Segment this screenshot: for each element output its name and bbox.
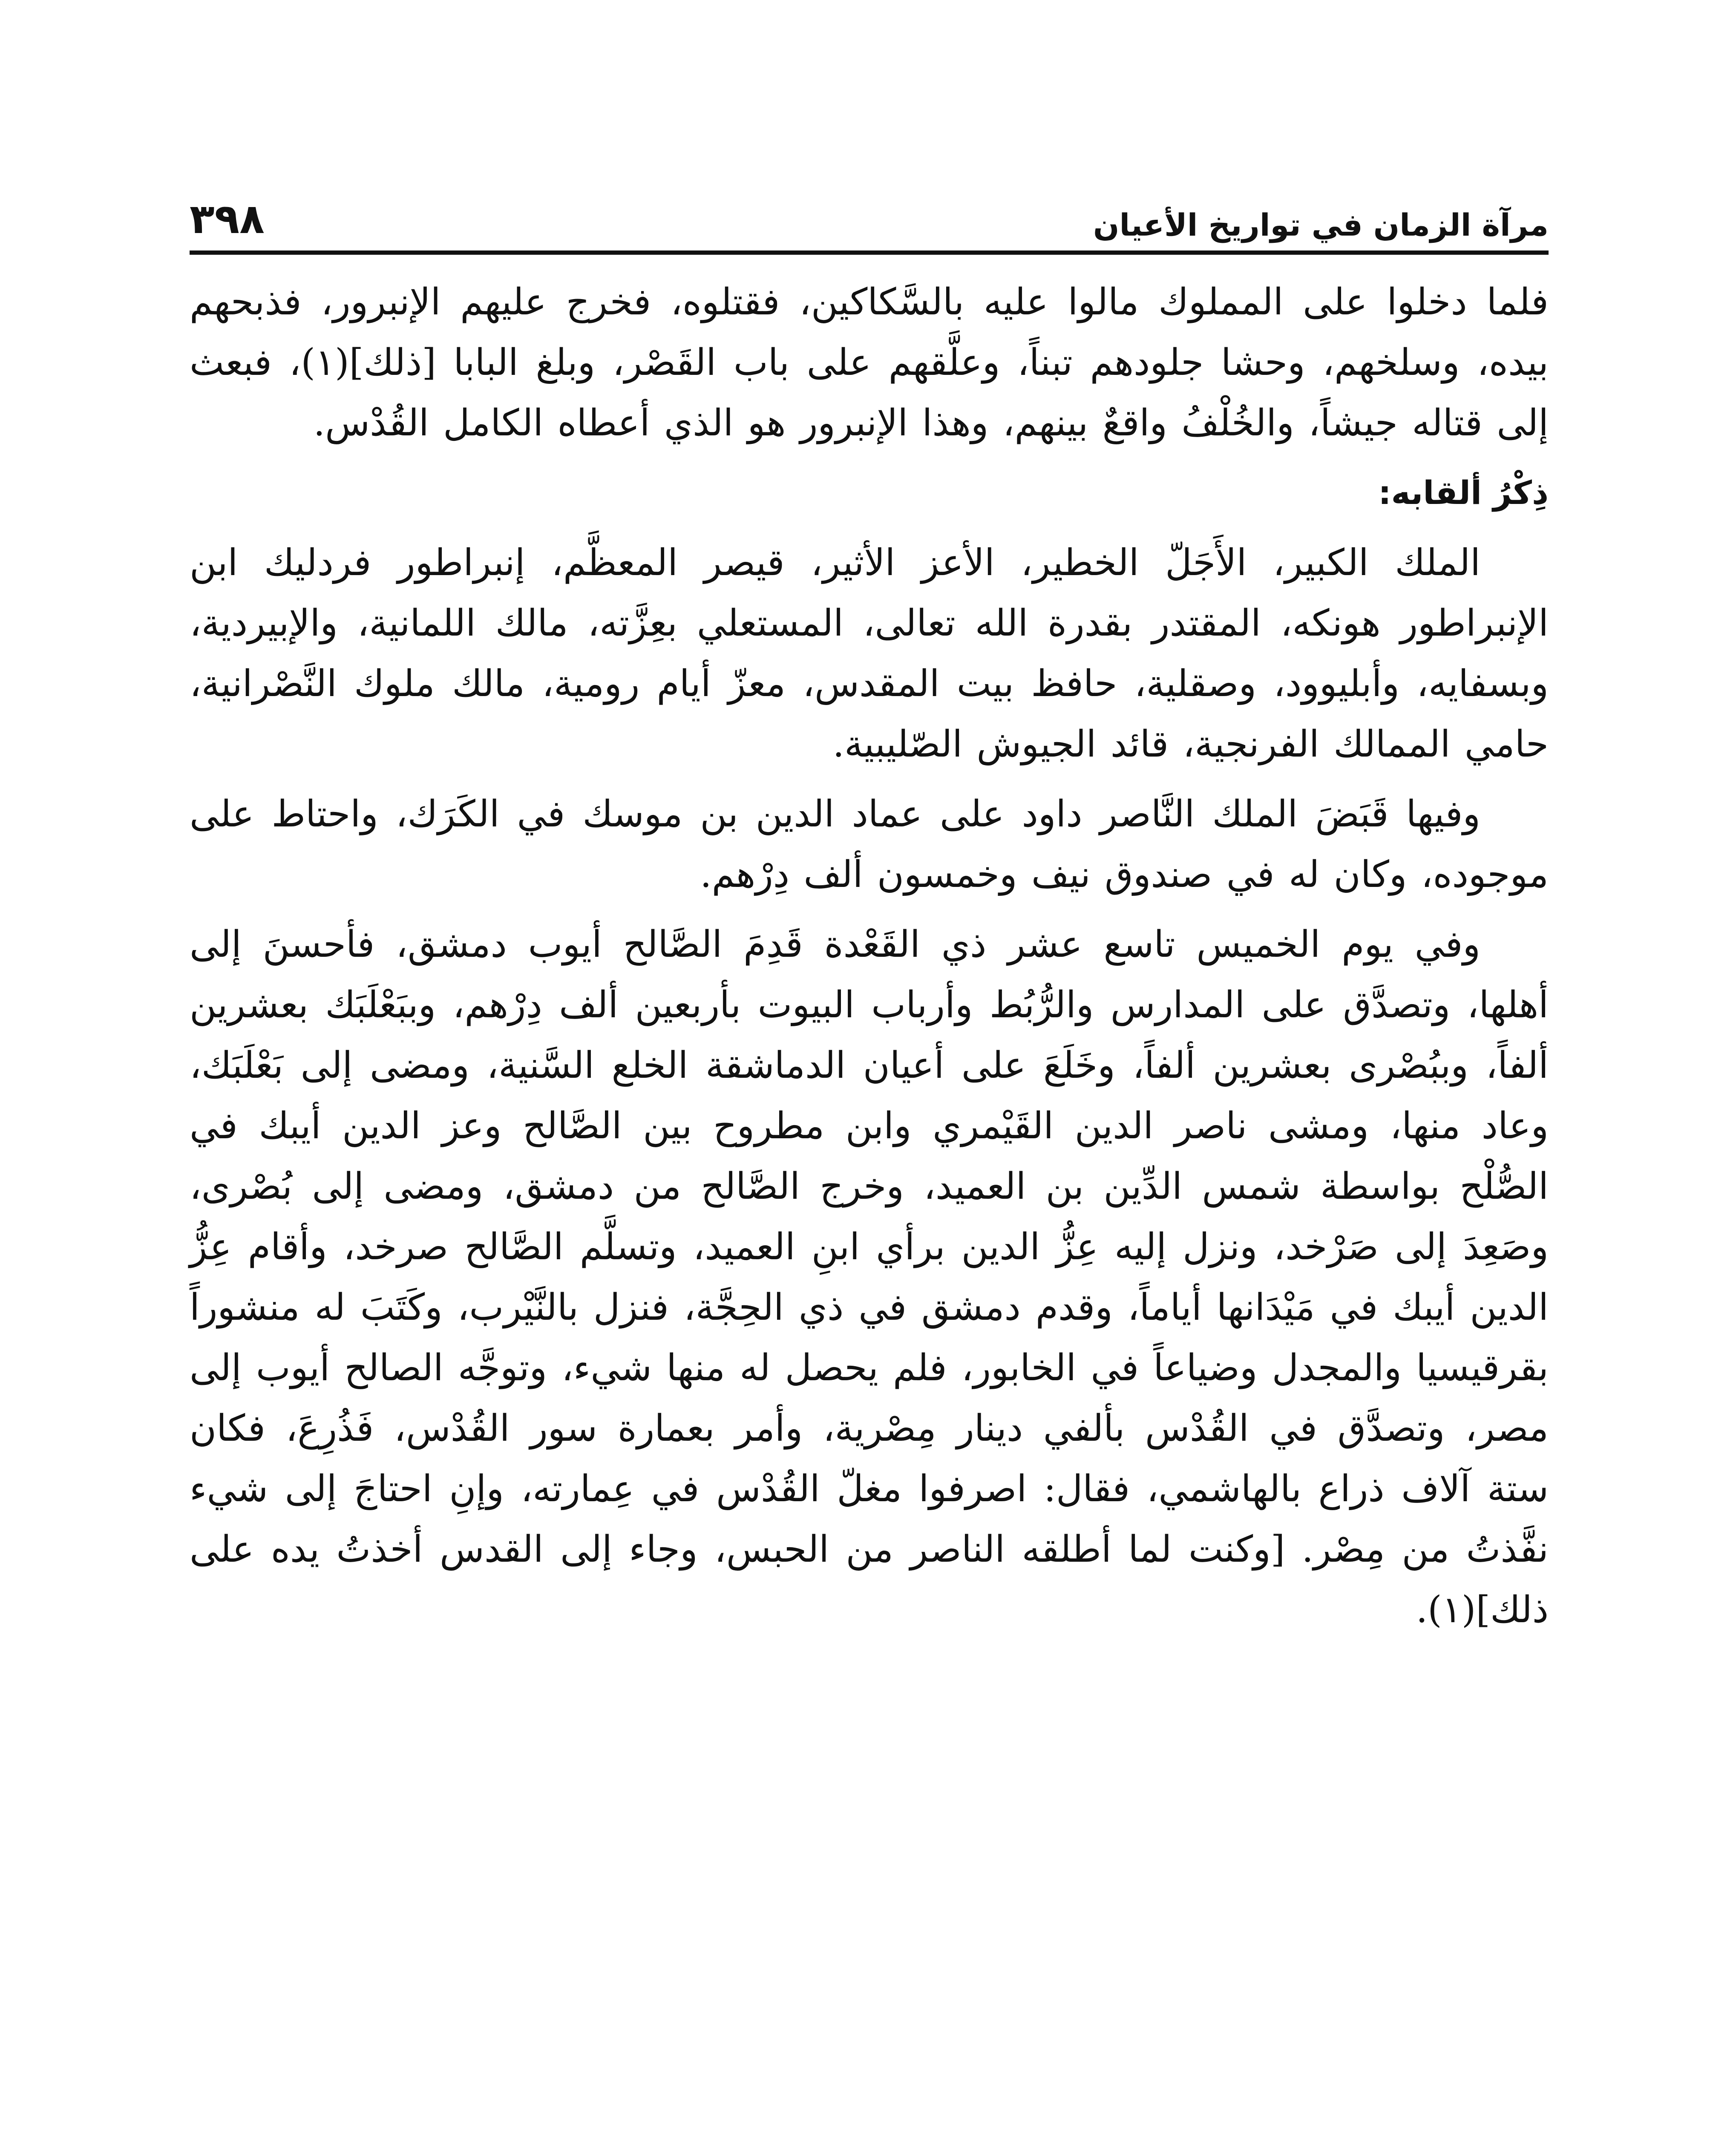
section-heading: ذِكْرُ ألقابه: bbox=[1378, 474, 1549, 512]
paragraph-3: وفيها قَبَضَ الملك النَّاصر داود على عماد الدين بن موسك في الكَرَك، واحتاط على موجوده، وكان له في صندوق نيف وخمسون ألف دِرْهم. bbox=[190, 793, 1549, 896]
page-content bbox=[190, 179, 1549, 1649]
paragraph-2: الملك الكبير، الأَجَلّ الخطير، الأعز الأثير، قيصر المعظَّم، إنبراطور فردليك ابن الإنبراطور هونكه، المقتدر بقدرة الله تعالى، المستعلي بعِزَّته، مالك اللمانية، والإبيردية، وبسفايه، وأبليوود، وصقلية، حافظ بيت المقدس، معزّ أيام رومية، مالك ملوك النَّصْرانية، حامي الممالك الفرنجية، قائد الجيوش الصّليبية. bbox=[190, 541, 1549, 766]
body-text bbox=[190, 272, 1549, 1640]
running-header bbox=[190, 179, 1549, 255]
paragraph-1: فلما دخلوا على المملوك مالوا عليه بالسَّكاكين، فقتلوه، فخرج عليهم الإنبرور، فذبحهم بيده، وسلخهم، وحشا جلودهم تبناً، وعلَّقهم على باب القَصْر، وبلغ البابا [ذلك](١)، فبعث إلى قتاله جيشاً، والخُلْفُ واقعٌ بينهم، وهذا الإنبرور هو الذي أعطاه الكامل القُدْس. bbox=[190, 281, 1549, 444]
book-title: مرآة الزمان في تواريخ الأعيان bbox=[1093, 207, 1549, 243]
paragraph-4: وفي يوم الخميس تاسع عشر ذي القَعْدة قَدِمَ الصَّالح أيوب دمشق، فأحسنَ إلى أهلها، وتصدَّق على المدارس والرُّبُط وأرباب البيوت بأربعين ألف دِرْهم، وببَعْلَبَك بعشرين ألفاً، وببُصْرى بعشرين ألفاً، وخَلَعَ على أعيان الدماشقة الخلع السَّنية، ومضى إلى بَعْلَبَك، وعاد منها، ومشى ناصر الدين القَيْمري وابن مطروح بين الصَّالح وعز الدين أيبك في الصُّلْح بواسطة شمس الدِّين بن العميد، وخرج الصَّالح من دمشق، ومضى إلى بُصْرى، وصَعِدَ إلى صَرْخد، ونزل إليه عِزُّ الدين برأي ابنِ العميد، وتسلَّم الصَّالح صرخد، وأقام عِزُّ الدين أيبك في مَيْدَانها أياماً، وقدم دمشق في ذي الحِجَّة، فنزل بالنَّيْرب، وكَتَبَ له منشوراً بقرقيسيا والمجدل وضياعاً في الخابور، فلم يحصل له منها شيء، وتوجَّه الصالح أيوب إلى مصر، وتصدَّق في القُدْس بألفي دينار مِصْرية، وأمر بعمارة سور القُدْس، فَذُرِعَ، فكان ستة آلاف ذراع بالهاشمي، فقال: اصرفوا مغلّ القُدْس في عِمارته، وإنِ احتاجَ إلى شيء نفَّذتُ من مِصْر. [وكنت لما أطلقه الناصر من الحبس، وجاء إلى القدس أخذتُ يده على ذلك](١). bbox=[190, 923, 1549, 1631]
page-number: ٣٩٨ bbox=[190, 195, 265, 243]
